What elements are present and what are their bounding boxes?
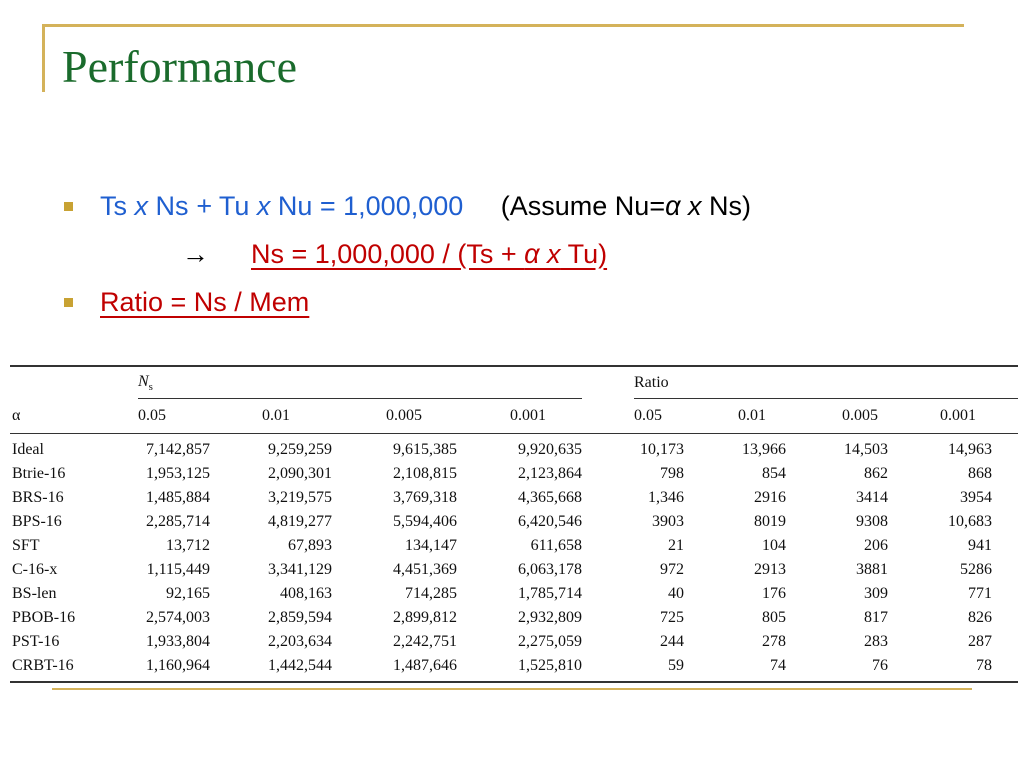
frame-left-line — [42, 24, 45, 92]
ratio-cell: 206 — [864, 537, 888, 554]
ns-cell: 92,165 — [166, 585, 210, 602]
alpha-header: 0.01 — [262, 407, 290, 424]
ratio-cell: 868 — [968, 465, 992, 482]
table-row — [10, 633, 1018, 653]
ns-cell: 9,920,635 — [518, 441, 582, 458]
ns-group-rule — [138, 398, 582, 399]
ns-cell: 4,819,277 — [268, 513, 332, 530]
table-row — [10, 609, 1018, 629]
row-label: BS-len — [12, 585, 57, 602]
ratio-cell: 309 — [864, 585, 888, 602]
row-label: C-16-x — [12, 561, 58, 578]
ns-cell: 2,203,634 — [268, 633, 332, 650]
alpha-header: 0.001 — [940, 407, 976, 424]
frame-top-line — [42, 24, 964, 27]
ratio-cell: 59 — [668, 657, 684, 674]
ns-cell: 13,712 — [166, 537, 210, 554]
ratio-cell: 21 — [668, 537, 684, 554]
row-label: SFT — [12, 537, 40, 554]
ratio-cell: 826 — [968, 609, 992, 626]
bullet-square-icon — [64, 298, 73, 307]
row-label: BPS-16 — [12, 513, 62, 530]
ns-cell: 7,142,857 — [146, 441, 210, 458]
ns-cell: 1,785,714 — [518, 585, 582, 602]
ratio-cell: 14,503 — [844, 441, 888, 458]
alpha-header: 0.005 — [386, 407, 422, 424]
ratio-cell: 798 — [660, 465, 684, 482]
ns-cell: 3,769,318 — [393, 489, 457, 506]
ratio-cell: 5286 — [960, 561, 992, 578]
ratio-cell: 2916 — [754, 489, 786, 506]
formula-part-b: Tu) — [560, 239, 608, 269]
assume-close: Ns) — [701, 191, 752, 221]
ratio-cell: 771 — [968, 585, 992, 602]
ratio-cell: 74 — [770, 657, 786, 674]
ns-cell: 2,108,815 — [393, 465, 457, 482]
ratio-cell: 40 — [668, 585, 684, 602]
ns-cell: 1,160,964 — [146, 657, 210, 674]
ns-cell: 4,451,369 — [393, 561, 457, 578]
slide-title: Performance — [62, 41, 297, 92]
alpha-header: 0.01 — [738, 407, 766, 424]
ns-cell: 2,899,812 — [393, 609, 457, 626]
header-rule — [10, 433, 1018, 434]
frame-bottom-line — [52, 688, 972, 690]
ratio-cell: 805 — [762, 609, 786, 626]
group-header-ratio: Ratio — [634, 374, 669, 391]
bullet-item-derivation — [60, 234, 1000, 282]
eq-nu: Nu — [270, 191, 320, 221]
ns-cell: 6,063,178 — [518, 561, 582, 578]
bullet-item-equation — [60, 186, 1000, 234]
ratio-group-rule — [634, 398, 1018, 399]
ratio-cell: 104 — [762, 537, 786, 554]
ns-cell: 1,487,646 — [393, 657, 457, 674]
table-top-rule — [10, 365, 1018, 367]
ratio-cell: 278 — [762, 633, 786, 650]
assume-x: x — [680, 191, 702, 221]
ns-cell: 1,525,810 — [518, 657, 582, 674]
row-label: Ideal — [12, 441, 44, 458]
row-label: PST-16 — [12, 633, 60, 650]
ratio-cell: 862 — [864, 465, 888, 482]
eq-tu: Tu — [211, 191, 257, 221]
ns-cell: 714,285 — [405, 585, 457, 602]
ns-cell: 4,365,668 — [518, 489, 582, 506]
ns-cell: 9,615,385 — [393, 441, 457, 458]
table-row — [10, 513, 1018, 533]
table-row — [10, 441, 1018, 461]
formula-alpha: α x — [524, 239, 561, 269]
ns-cell: 67,893 — [288, 537, 332, 554]
ratio-text: Ratio = Ns / Mem — [100, 287, 310, 317]
ratio-cell: 283 — [864, 633, 888, 650]
eq-x: x — [256, 191, 271, 221]
alpha-header: 0.05 — [634, 407, 662, 424]
eq-ts: Ts — [100, 191, 135, 221]
derivation-text — [182, 234, 607, 274]
ns-cell: 2,275,059 — [518, 633, 582, 650]
row-label: CRBT-16 — [12, 657, 74, 674]
eq-plus: + — [196, 191, 212, 221]
ratio-cell: 972 — [660, 561, 684, 578]
ns-cell: 3,341,129 — [268, 561, 332, 578]
ns-cell: 134,147 — [405, 537, 457, 554]
eq-ns: Ns — [148, 191, 197, 221]
alpha-header: 0.05 — [138, 407, 166, 424]
equation-text — [100, 186, 751, 226]
ns-cell: 1,953,125 — [146, 465, 210, 482]
ns-cell: 408,163 — [280, 585, 332, 602]
ratio-cell: 817 — [864, 609, 888, 626]
ns-cell: 611,658 — [530, 537, 582, 554]
eq-x: x — [134, 191, 149, 221]
ns-cell: 2,242,751 — [393, 633, 457, 650]
ratio-cell: 14,963 — [948, 441, 992, 458]
table-row — [10, 585, 1018, 605]
ratio-cell: 3414 — [856, 489, 888, 506]
table-row — [10, 537, 1018, 557]
eq-value: = 1,000,000 — [319, 191, 464, 221]
ns-cell: 1,485,884 — [146, 489, 210, 506]
ns-cell: 2,932,809 — [518, 609, 582, 626]
ratio-cell: 3903 — [652, 513, 684, 530]
ratio-cell: 76 — [872, 657, 888, 674]
ns-cell: 9,259,259 — [268, 441, 332, 458]
ns-cell: 3,219,575 — [268, 489, 332, 506]
ns-cell: 2,285,714 — [146, 513, 210, 530]
alpha-label: α — [12, 407, 21, 424]
ns-cell: 1,442,544 — [268, 657, 332, 674]
ratio-cell: 1,346 — [648, 489, 684, 506]
ns-cell: 2,574,003 — [146, 609, 210, 626]
ns-cell: 5,594,406 — [393, 513, 457, 530]
table-row — [10, 489, 1018, 509]
assume-alpha: α — [665, 191, 681, 221]
ratio-cell: 3954 — [960, 489, 992, 506]
table-row — [10, 465, 1018, 485]
formula-part-a: Ns = 1,000,000 / (Ts + — [251, 239, 525, 269]
bullet-square-icon — [64, 202, 73, 211]
row-label: BRS-16 — [12, 489, 64, 506]
ns-cell: 2,859,594 — [268, 609, 332, 626]
ratio-cell: 10,683 — [948, 513, 992, 530]
table-row — [10, 657, 1018, 677]
ratio-cell: 176 — [762, 585, 786, 602]
right-arrow-icon: → — [182, 239, 209, 269]
ns-cell: 1,115,449 — [146, 561, 210, 578]
ratio-cell: 9308 — [856, 513, 888, 530]
ratio-cell: 3881 — [856, 561, 888, 578]
group-header-ns: $N_s$ — [138, 373, 153, 394]
ratio-cell: 8019 — [754, 513, 786, 530]
ratio-cell: 854 — [762, 465, 786, 482]
row-label: Btrie-16 — [12, 465, 66, 482]
ns-cell: 6,420,546 — [518, 513, 582, 530]
ratio-cell: 10,173 — [640, 441, 684, 458]
table-bottom-rule — [10, 681, 1018, 683]
ratio-cell: 725 — [660, 609, 684, 626]
alpha-header: 0.005 — [842, 407, 878, 424]
ratio-cell: 287 — [968, 633, 992, 650]
ratio-cell: 78 — [976, 657, 992, 674]
bullet-list — [60, 186, 1000, 330]
ratio-cell: 13,966 — [742, 441, 786, 458]
ratio-cell: 2913 — [754, 561, 786, 578]
ns-cell: 2,123,864 — [518, 465, 582, 482]
alpha-header: 0.001 — [510, 407, 546, 424]
assume-text: (Assume Nu= — [500, 191, 666, 221]
ratio-cell: 941 — [968, 537, 992, 554]
row-label: PBOB-16 — [12, 609, 76, 626]
table-row — [10, 561, 1018, 581]
bullet-item-ratio — [60, 282, 1000, 330]
ns-cell: 2,090,301 — [268, 465, 332, 482]
ratio-cell: 244 — [660, 633, 684, 650]
ns-cell: 1,933,804 — [146, 633, 210, 650]
